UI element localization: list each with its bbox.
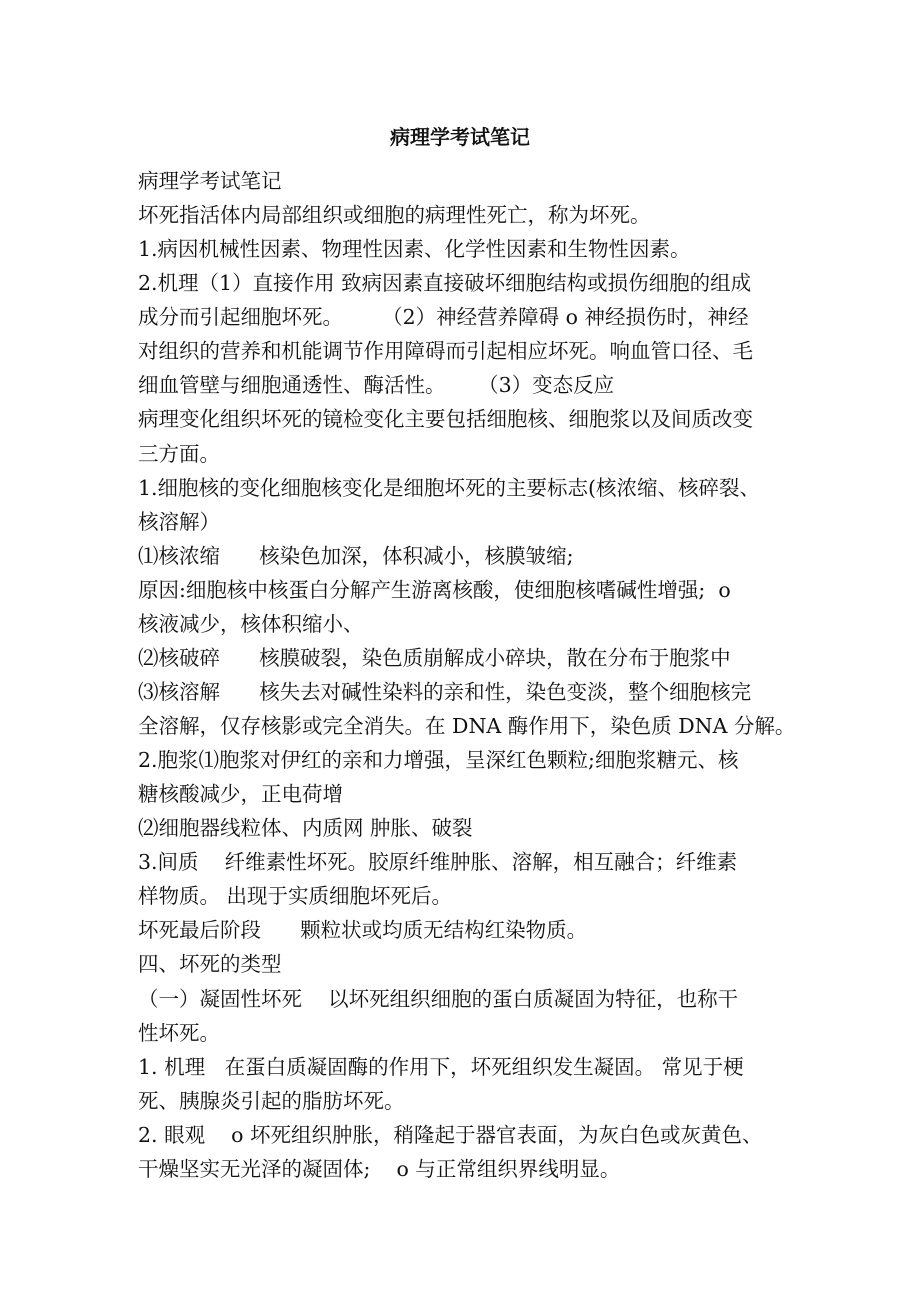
text-line: 对组织的营养和机能调节作用障碍而引起相应坏死。响血管口径、毛 — [138, 339, 753, 364]
text-line: 原因:细胞核中核蛋白分解产生游离核酸，使细胞核嗜碱性增强; o — [138, 577, 731, 602]
text-line: 病理变化组织坏死的镜检变化主要包括细胞核、细胞浆以及间质改变 — [138, 407, 753, 432]
text-line: ⑴核浓缩 核染色加深，体积减小，核膜皱缩; — [138, 543, 574, 568]
text-line: 干燥坚实无光泽的凝固体; o 与正常组织界线明显。 — [138, 1156, 621, 1181]
text-line: 2. 眼观 o 坏死组织肿胀，稍隆起于器官表面，为灰白色或灰黄色、 — [138, 1122, 763, 1147]
text-line: 样物质。 出现于实质细胞坏死后。 — [138, 884, 453, 909]
text-line: 1.细胞核的变化细胞核变化是细胞坏死的主要标志(核浓缩、核碎裂、 — [138, 475, 761, 500]
text-line: 病理学考试笔记 — [138, 169, 282, 193]
text-line: 1.病因机械性因素、物理性因素、化学性因素和生物性因素。 — [138, 237, 691, 262]
text-line: 2.胞浆⑴胞浆对伊红的亲和力增强，呈深红色颗粒;细胞浆糖元、核 — [138, 748, 739, 773]
text-line: ⑵细胞器线粒体、内质网 肿胀、破裂 — [138, 816, 473, 841]
text-line: ⑶核溶解 核失去对碱性染料的亲和性，染色变淡，整个细胞核完 — [138, 679, 752, 704]
text-line: 细血管壁与细胞通透性、酶活性。 （3）变态反应 — [138, 373, 615, 398]
text-line: 核溶解） — [138, 509, 220, 534]
text-line: 3.间质 纤维素性坏死。胶原纤维肿胀、溶解，相互融合；纤维素 — [138, 850, 738, 875]
text-line: 性坏死。 — [138, 1020, 220, 1045]
document-body — [138, 164, 798, 1186]
text-line: 全溶解，仅存核影或完全消失。在 DNA 酶作用下，染色质 DNA 分解。 — [138, 714, 796, 738]
text-line: ⑵核破碎 核膜破裂，染色质崩解成小碎块，散在分布于胞浆中 — [138, 645, 731, 670]
document-title: 病理学考试笔记 — [390, 125, 530, 149]
text-line: 四、坏死的类型 — [138, 952, 282, 977]
text-line: 死、胰腺炎引起的脂肪坏死。 — [138, 1088, 405, 1113]
text-line: 2.机理（1）直接作用 致病因素直接破坏细胞结构或损伤细胞的组成 — [138, 271, 752, 296]
text-line: 坏死最后阶段 颗粒状或均质无结构红染物质。 — [138, 918, 588, 943]
text-line: （一）凝固性坏死 以坏死组织细胞的蛋白质凝固为特征，也称干 — [138, 986, 739, 1011]
text-line: 成分而引起细胞坏死。 （2）神经营养障碍 o 神经损伤时，神经 — [138, 305, 749, 330]
text-line: 糖核酸减少，正电荷增 — [138, 782, 343, 807]
text-line: 坏死指活体内局部组织或细胞的病理性死亡，称为坏死。 — [138, 203, 651, 228]
text-line: 三方面。 — [138, 441, 220, 466]
text-line: 核液减少，核体积缩小、 — [138, 611, 364, 636]
text-line: 1. 机理 在蛋白质凝固酶的作用下，坏死组织发生凝固。 常见于梗 — [138, 1054, 744, 1079]
